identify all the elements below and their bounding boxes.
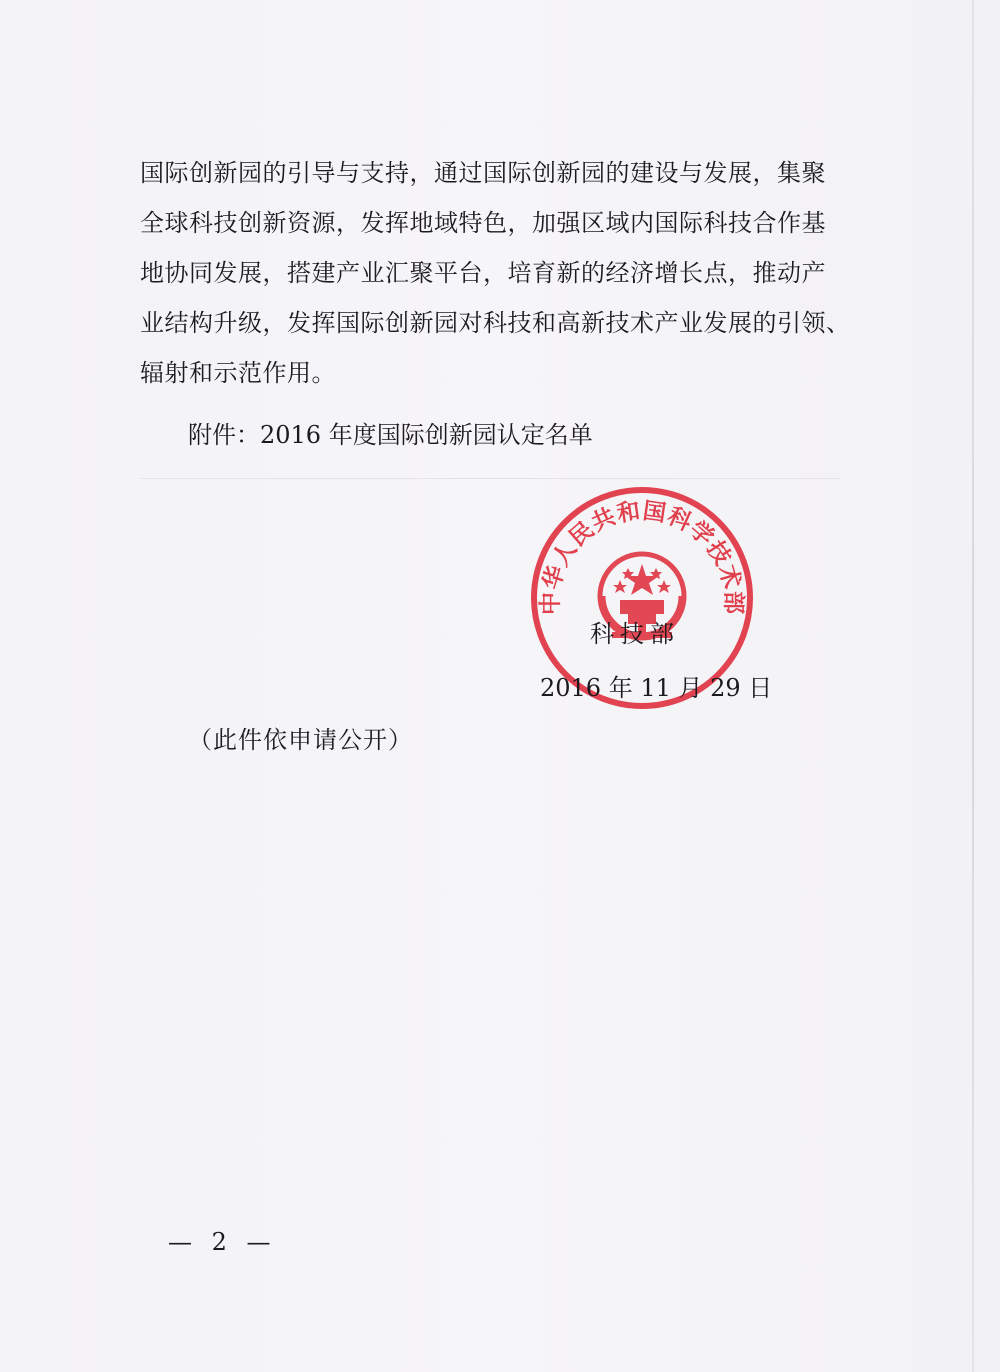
page-number: — 2 — [168, 1228, 277, 1256]
body-line: 地协同发展，搭建产业汇聚平台，培育新的经济增长点，推动产 [140, 259, 826, 287]
body-paragraph [140, 148, 860, 398]
body-line: 辐射和示范作用。 [140, 359, 336, 387]
body-line: 业结构升级，发挥国际创新园对科技和高新技术产业发展的引领、 [140, 309, 851, 337]
disclosure-note: （此件依申请公开） [188, 726, 413, 754]
bleed-through-rule [140, 478, 840, 479]
paper-fold-line [972, 0, 974, 1372]
signer-name: 科技部 [590, 620, 680, 648]
issue-date: 2016 年 11 月 29 日 [540, 674, 773, 702]
body-line: 国际创新园的引导与支持，通过国际创新园的建设与发展，集聚 [140, 159, 826, 187]
attachment-note: 附件：2016 年度国际创新园认定名单 [188, 421, 593, 449]
body-line: 全球科技创新资源，发挥地域特色，加强区域内国际科技合作基 [140, 209, 826, 237]
seal-text: 中华人民共和国科学技术部 [537, 498, 747, 616]
